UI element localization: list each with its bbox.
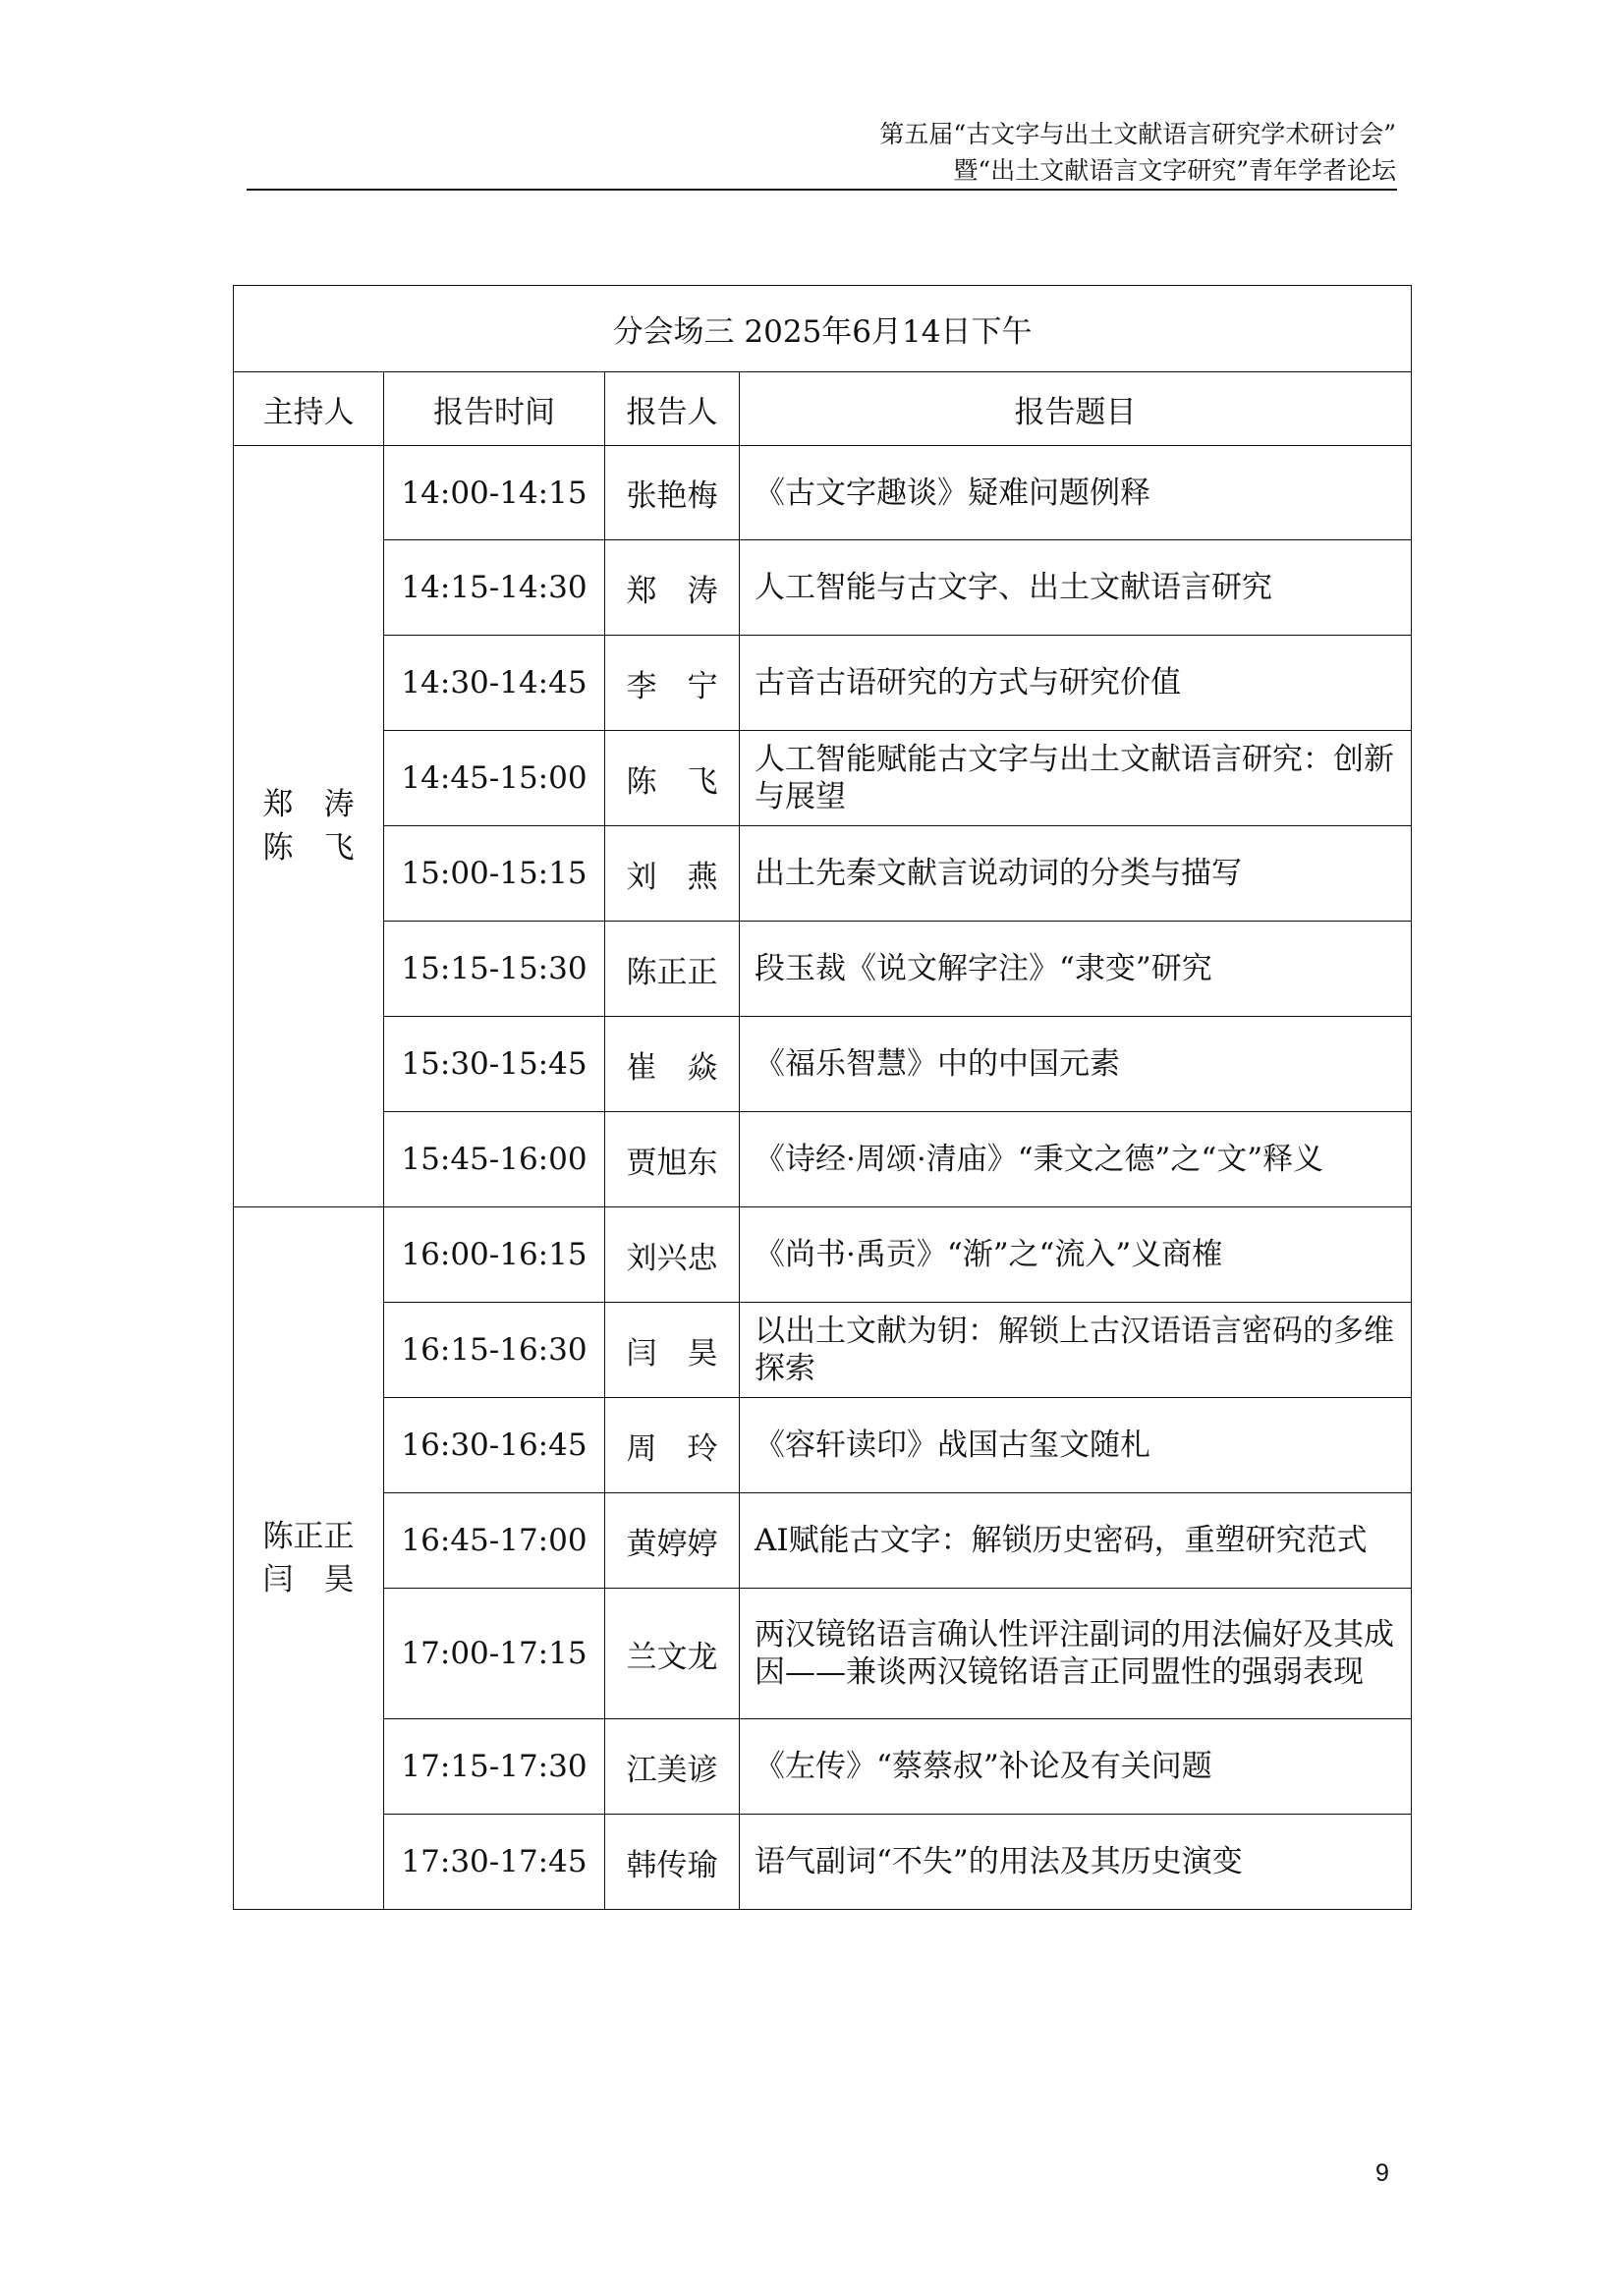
table-row xyxy=(234,826,1412,922)
topic-cell: 两汉镜铭语言确认性评注副词的用法偏好及其成因——兼谈两汉镜铭语言正同盟性的强弱表现 xyxy=(740,1589,1412,1719)
topic-cell: 人工智能与古文字、出土文献语言研究 xyxy=(740,540,1412,636)
speaker-cell: 郑 涛 xyxy=(605,540,740,636)
table-row xyxy=(234,922,1412,1017)
document-header xyxy=(879,116,1396,189)
speaker-cell: 韩传瑜 xyxy=(605,1815,740,1910)
time-cell: 15:45-16:00 xyxy=(384,1112,605,1207)
topic-cell: 《尚书·禹贡》“渐”之“流入”义商榷 xyxy=(740,1207,1412,1303)
table-row xyxy=(234,1017,1412,1112)
speaker-cell: 闫 昊 xyxy=(605,1303,740,1398)
topic-cell: 语气副词“不失”的用法及其历史演变 xyxy=(740,1815,1412,1910)
table-row xyxy=(234,1303,1412,1398)
host-name: 闫 昊 xyxy=(262,1562,355,1597)
topic-cell: 人工智能赋能古文字与出土文献语言研究：创新与展望 xyxy=(740,731,1412,826)
time-cell: 16:00-16:15 xyxy=(384,1207,605,1303)
topic-cell: 《诗经·周颂·清庙》“秉文之德”之“文”释义 xyxy=(740,1112,1412,1207)
topic-cell: 《左传》“蔡蔡叔”补论及有关问题 xyxy=(740,1719,1412,1815)
time-cell: 15:00-15:15 xyxy=(384,826,605,922)
schedule-table xyxy=(233,285,1412,1910)
table-row xyxy=(234,540,1412,636)
time-cell: 14:15-14:30 xyxy=(384,540,605,636)
column-header-host: 主持人 xyxy=(234,372,384,446)
page-number: 9 xyxy=(1375,2159,1389,2187)
speaker-cell: 贾旭东 xyxy=(605,1112,740,1207)
topic-cell: 以出土文献为钥：解锁上古汉语语言密码的多维探索 xyxy=(740,1303,1412,1398)
table-row xyxy=(234,1815,1412,1910)
time-cell: 16:30-16:45 xyxy=(384,1398,605,1493)
speaker-cell: 江美谚 xyxy=(605,1719,740,1815)
speaker-cell: 兰文龙 xyxy=(605,1589,740,1719)
header-line-1: 第五届“古文字与出土文献语言研究学术研讨会” xyxy=(879,120,1396,148)
speaker-cell: 陈 飞 xyxy=(605,731,740,826)
table-row xyxy=(234,1112,1412,1207)
topic-cell: 《古文字趣谈》疑难问题例释 xyxy=(740,446,1412,540)
time-cell: 17:30-17:45 xyxy=(384,1815,605,1910)
column-header-time: 报告时间 xyxy=(384,372,605,446)
schedule-rows xyxy=(234,446,1412,1910)
speaker-cell: 周 玲 xyxy=(605,1398,740,1493)
column-header-topic: 报告题目 xyxy=(740,372,1412,446)
speaker-cell: 刘兴忠 xyxy=(605,1207,740,1303)
header-line-2: 暨“出土文献语言文字研究”青年学者论坛 xyxy=(953,156,1396,185)
speaker-cell: 张艳梅 xyxy=(605,446,740,540)
topic-cell: AI赋能古文字：解锁历史密码，重塑研究范式 xyxy=(740,1493,1412,1589)
topic-cell: 《容轩读印》战国古玺文随札 xyxy=(740,1398,1412,1493)
speaker-cell: 陈正正 xyxy=(605,922,740,1017)
time-cell: 14:45-15:00 xyxy=(384,731,605,826)
host-cell xyxy=(234,1207,384,1910)
time-cell: 17:00-17:15 xyxy=(384,1589,605,1719)
table-row xyxy=(234,446,1412,540)
table-row xyxy=(234,731,1412,826)
speaker-cell: 刘 燕 xyxy=(605,826,740,922)
time-cell: 15:30-15:45 xyxy=(384,1017,605,1112)
header-divider xyxy=(247,189,1397,191)
table-row xyxy=(234,1719,1412,1815)
time-cell: 16:15-16:30 xyxy=(384,1303,605,1398)
host-cell xyxy=(234,446,384,1207)
host-name: 陈 飞 xyxy=(262,830,355,866)
table-row xyxy=(234,1207,1412,1303)
topic-cell: 出土先秦文献言说动词的分类与描写 xyxy=(740,826,1412,922)
time-cell: 15:15-15:30 xyxy=(384,922,605,1017)
speaker-cell: 李 宁 xyxy=(605,636,740,731)
speaker-cell: 黄婷婷 xyxy=(605,1493,740,1589)
column-header-speaker: 报告人 xyxy=(605,372,740,446)
table-row xyxy=(234,1493,1412,1589)
host-name: 陈正正 xyxy=(262,1519,355,1554)
topic-cell: 《福乐智慧》中的中国元素 xyxy=(740,1017,1412,1112)
speaker-cell: 崔 焱 xyxy=(605,1017,740,1112)
table-title: 分会场三 2025年6月14日下午 xyxy=(234,286,1412,372)
table-row xyxy=(234,636,1412,731)
table-row xyxy=(234,1398,1412,1493)
table-row xyxy=(234,1589,1412,1719)
time-cell: 16:45-17:00 xyxy=(384,1493,605,1589)
time-cell: 17:15-17:30 xyxy=(384,1719,605,1815)
topic-cell: 段玉裁《说文解字注》“隶变”研究 xyxy=(740,922,1412,1017)
time-cell: 14:30-14:45 xyxy=(384,636,605,731)
time-cell: 14:00-14:15 xyxy=(384,446,605,540)
host-name: 郑 涛 xyxy=(262,787,355,822)
topic-cell: 古音古语研究的方式与研究价值 xyxy=(740,636,1412,731)
